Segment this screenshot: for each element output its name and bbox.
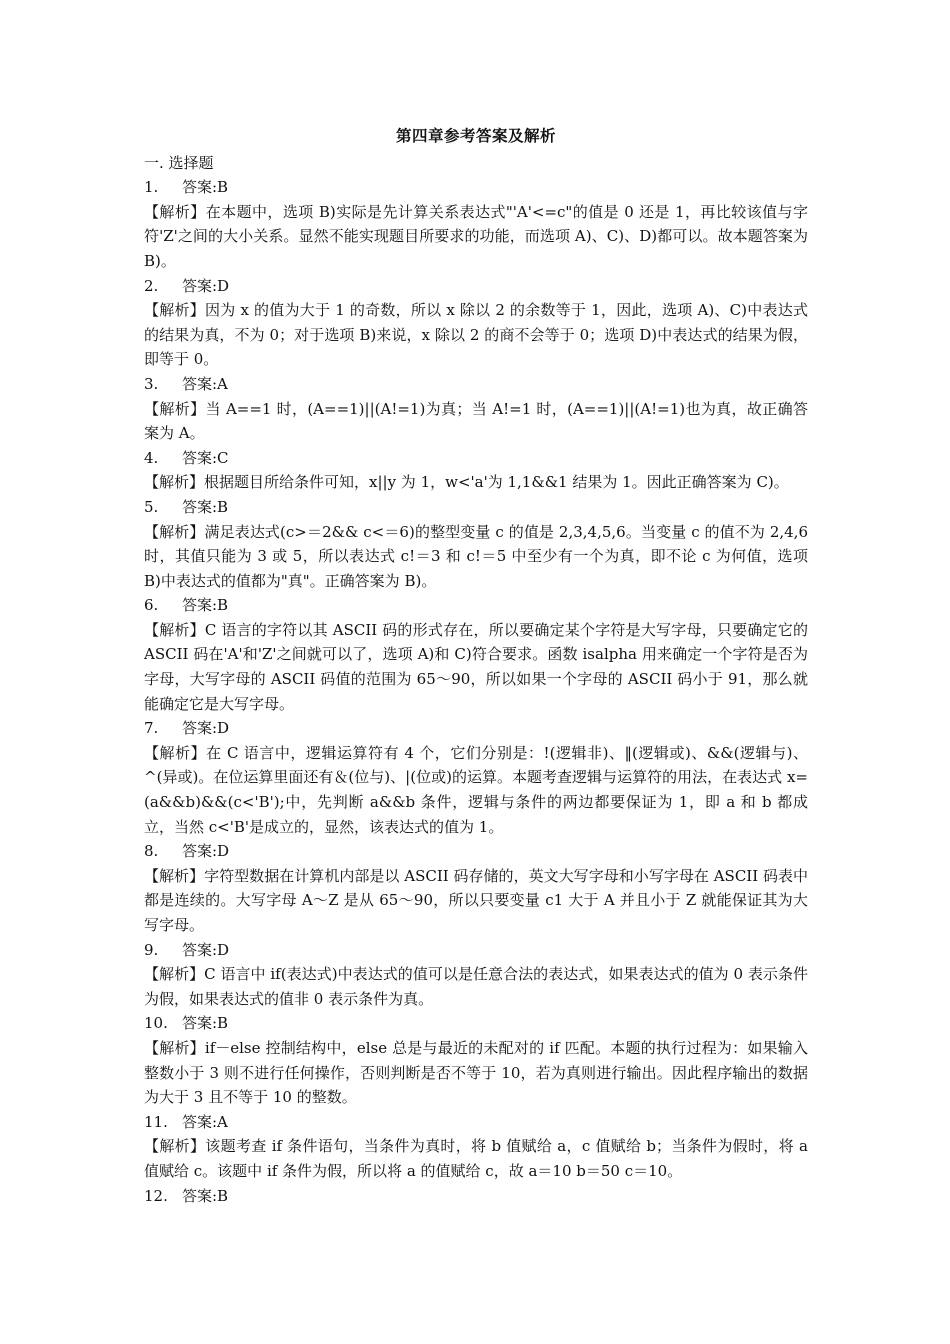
answer-line	[144, 1184, 808, 1209]
answer-text: 答案:B	[182, 497, 229, 516]
explanation-paragraph: 【解析】字符型数据在计算机内部是以 ASCII 码存储的，英文大写字母和小写字母在 ASCII 码表中都是连续的。大写字母 A～Z 是从 65～90，所以只要变量 c1 大于 A 并且小于 Z 就能保证其为大写字母。	[144, 866, 808, 934]
question-number: 11.	[144, 1112, 168, 1131]
explanation-paragraph: 【解析】在本题中，选项 B)实际是先计算关系表达式"'A'<=c"的值是 0 还是 1，再比较该值与字符'Z'之间的大小关系。显然不能实现题目所要求的功能，而选项 A)、C)、D)都可以。故本题答案为 B)。	[144, 202, 808, 270]
answer-text: 答案:B	[182, 1186, 229, 1205]
answer-text: 答案:D	[182, 940, 230, 959]
answer-line	[144, 446, 808, 471]
answer-text: 答案:B	[182, 596, 229, 615]
explanation-paragraph: 【解析】该题考查 if 条件语句，当条件为真时，将 b 值赋给 a，c 值赋给 b；当条件为假时，将 a 值赋给 c。该题中 if 条件为假，所以将 a 的值赋给 c，故 a＝10 b＝50 c＝10。	[144, 1137, 808, 1180]
answer-text: 答案:D	[182, 842, 230, 861]
explanation-paragraph: 【解析】满足表达式(c>＝2&& c<＝6)的整型变量 c 的值是 2,3,4,5,6。当变量 c 的值不为 2,4,6 时，其值只能为 3 或 5，所以表达式 c!＝3 和 c!＝5 中至少有一个为真，即不论 c 为何值，选项 B)中表达式的值都为"真"。正确答案为 B)。	[144, 522, 808, 590]
answer-line	[144, 716, 808, 741]
answer-text: 答案:C	[182, 448, 229, 467]
question-number: 8.	[144, 842, 159, 861]
explanation-paragraph: 【解析】C 语言的字符以其 ASCII 码的形式存在，所以要确定某个字符是大写字母，只要确定它的 ASCII 码在'A'和'Z'之间就可以了，选项 A)和 C)符合要求。函数 isalpha 用来确定一个字符是否为字母，大写字母的 ASCII 码值的范围为 65～90，所以如果一个字母的 ASCII 码小于 91，那么就能确定它是大写字母。	[144, 620, 808, 713]
explanation-paragraph: 【解析】C 语言中 if(表达式)中表达式的值可以是任意合法的表达式，如果表达式的值为 0 表示条件为假，如果表达式的值非 0 表示条件为真。	[144, 965, 808, 1008]
document-page	[144, 124, 808, 1208]
answer-text: 答案:B	[182, 1014, 229, 1033]
answer-text: 答案:A	[182, 1112, 228, 1131]
question-number: 9.	[144, 940, 159, 959]
answer-line	[144, 372, 808, 397]
answer-line	[144, 495, 808, 520]
answer-line	[144, 175, 808, 200]
answer-text: 答案:D	[182, 719, 230, 738]
chapter-title: 第四章参考答案及解析	[395, 126, 556, 145]
question-number: 12.	[144, 1186, 168, 1205]
section-heading: 一. 选择题	[144, 153, 214, 172]
question-number: 3.	[144, 374, 159, 393]
answer-list	[144, 175, 808, 1208]
explanation-paragraph: 【解析】根据题目所给条件可知，x||y 为 1，w<'a'为 1,1&&1 结果为 1。因此正确答案为 C)。	[144, 473, 789, 492]
explanation-paragraph: 【解析】因为 x 的值为大于 1 的奇数，所以 x 除以 2 的余数等于 1，因此，选项 A)、C)中表达式的结果为真，不为 0；对于选项 B)来说，x 除以 2 的商不会等于 0；选项 D)中表达式的结果为假，即等于 0。	[144, 301, 808, 369]
question-number: 2.	[144, 276, 159, 295]
question-number: 1.	[144, 178, 159, 197]
explanation-paragraph: 【解析】if－else 控制结构中，else 总是与最近的未配对的 if 匹配。本题的执行过程为：如果输入整数小于 3 则不进行任何操作，否则判断是否不等于 10，若为真则进行输出。因此程序输出的数据为大于 3 且不等于 10 的整数。	[144, 1038, 808, 1107]
answer-line	[144, 1011, 808, 1036]
answer-text: 答案:D	[182, 276, 230, 295]
answer-text: 答案:B	[182, 178, 229, 197]
explanation-paragraph: 【解析】当 A==1 时，(A==1)||(A!=1)为真；当 A!=1 时，(A==1)||(A!=1)也为真，故正确答案为 A。	[144, 399, 808, 443]
question-number: 7.	[144, 719, 159, 738]
answer-line	[144, 593, 808, 618]
answer-line	[144, 938, 808, 963]
explanation-paragraph: 【解析】在 C 语言中，逻辑运算符有 4 个，它们分别是：!(逻辑非)、‖(逻辑或)、&&(逻辑与)、^(异或)。在位运算里面还有＆(位与)、|(位或)的运算。本题考查逻辑与运算符的用法，在表达式 x=(a&&b)&&(c<'B');中，先判断 a&&b 条件，逻辑与条件的两边都要保证为 1，即 a 和 b 都成立，当然 c<'B'是成立的，显然，该表达式的值为 1。	[144, 743, 808, 836]
question-number: 6.	[144, 596, 159, 615]
answer-line	[144, 274, 808, 299]
answer-text: 答案:A	[182, 374, 228, 393]
question-number: 4.	[144, 448, 159, 467]
question-number: 10.	[144, 1014, 168, 1033]
answer-line	[144, 839, 808, 864]
answer-line	[144, 1110, 808, 1135]
question-number: 5.	[144, 497, 159, 516]
